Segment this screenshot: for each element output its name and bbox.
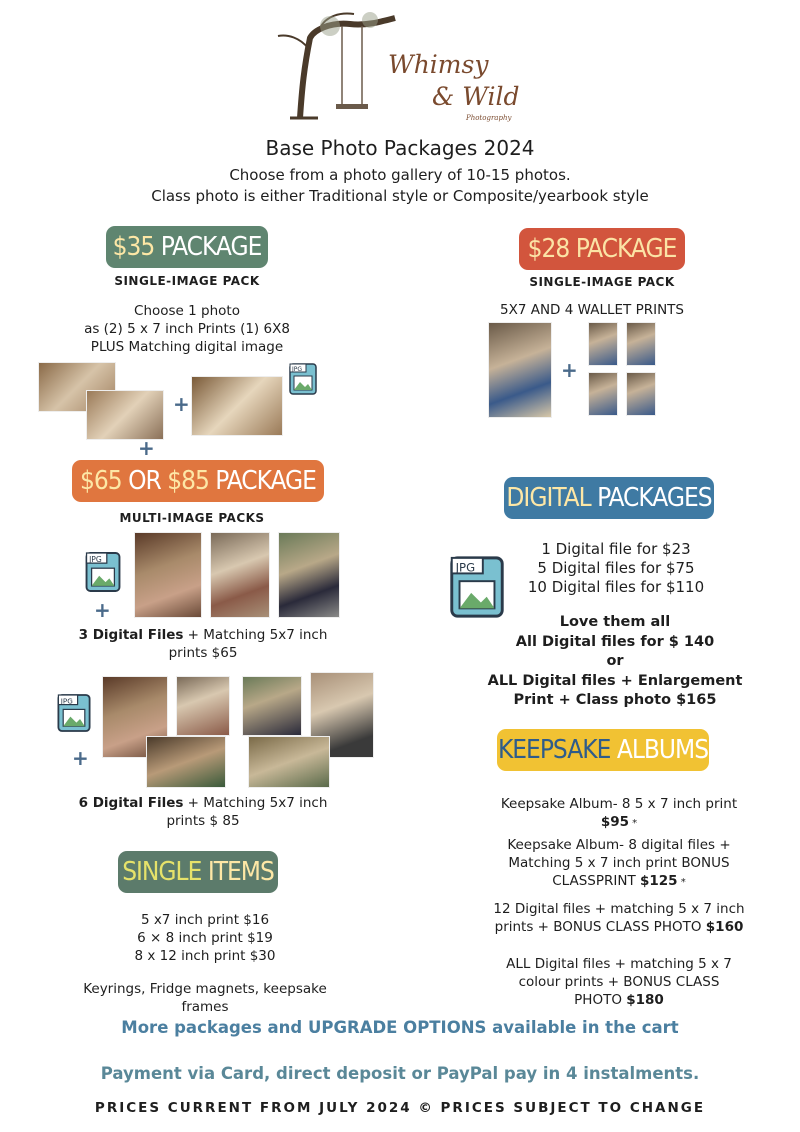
album-option-3 — [466, 900, 772, 936]
digital-price-1: 1 Digital file for $23 — [541, 540, 691, 558]
badge-albums-word: ALBUMS — [616, 735, 709, 765]
single-item-5x7: 5 x7 inch print $16 — [140, 912, 270, 928]
album3-line1: 12 Digital files + matching 5 x 7 inch — [493, 901, 745, 917]
photo-child-print-2 — [86, 390, 164, 440]
opt1-rest: + Matching 5x7 inch — [183, 627, 328, 643]
footer-prices-notice: PRICES CURRENT FROM JULY 2024 © PRICES SUBJECT TO CHANGE — [94, 1100, 706, 1116]
pkg35-desc-line1: Choose 1 photo — [134, 303, 240, 319]
love-them-all — [470, 613, 760, 711]
opt1-bold: 3 Digital Files — [78, 627, 184, 643]
photo-28-5x7 — [488, 322, 552, 418]
jpg-label: JPG — [292, 366, 303, 373]
pkg28-description: 5X7 AND 4 WALLET PRINTS — [500, 302, 684, 318]
plus-icon: + — [94, 598, 111, 622]
badge-single-items — [118, 851, 278, 893]
photo-multi-3 — [278, 532, 340, 618]
photo-child-digital — [191, 376, 283, 436]
badge-keepsake-word: KEEPSAKE — [497, 735, 611, 765]
album4-line3: PHOTO — [574, 992, 627, 1008]
photo-multi6-4 — [242, 676, 302, 736]
badge-65-price: $65 — [80, 466, 122, 496]
jpg-file-icon — [56, 692, 92, 734]
single-item-8x12: 8 x 12 inch print $30 — [134, 948, 276, 964]
badge-digital-packages — [504, 477, 714, 519]
album2-line3: CLASSPRINT — [552, 873, 640, 889]
love-line4: ALL Digital files + Enlargement — [487, 672, 743, 689]
badge-digital-word: DIGITAL — [506, 483, 591, 513]
photo-multi6-2 — [176, 676, 230, 736]
jpg-label: JPG — [455, 560, 476, 575]
subtitle-gallery: Choose from a photo gallery of 10-15 photos. — [229, 166, 571, 184]
badge-85-price: $85 — [167, 466, 209, 496]
badge-28-package — [519, 228, 685, 270]
subtitle-class-photo: Class photo is either Traditional style or Composite/yearbook style — [151, 187, 649, 205]
pkg28-label: SINGLE-IMAGE PACK — [529, 275, 675, 289]
album1-star: * — [629, 818, 638, 829]
album-option-1 — [466, 795, 772, 833]
logo-text-whimsy: Whimsy — [388, 50, 489, 79]
single-items-list — [60, 911, 350, 965]
logo — [270, 8, 530, 126]
jpg-file-icon — [447, 554, 507, 620]
digital-price-10: 10 Digital files for $110 — [527, 578, 705, 596]
badge-28-price: $28 — [527, 234, 570, 264]
jpg-label: JPG — [89, 554, 102, 564]
badge-keepsake-albums — [497, 729, 709, 771]
plus-icon: + — [173, 392, 190, 416]
badge-35-word: PACKAGE — [160, 232, 262, 262]
badge-single-word: SINGLE — [122, 857, 202, 887]
pkg35-desc-line2: as (2) 5 x 7 inch Prints (1) 6X8 — [84, 321, 290, 337]
album2-line1: Keepsake Album- 8 digital files + — [507, 837, 731, 853]
tree-swing-icon — [270, 8, 400, 126]
pkg35-label: SINGLE-IMAGE PACK — [114, 274, 260, 288]
badge-items-word: ITEMS — [207, 857, 274, 887]
digital-price-list — [508, 540, 724, 597]
badge-65-word: PACKAGE — [215, 466, 316, 496]
badge-28-word: PACKAGE — [575, 234, 677, 264]
album2-price: $125 — [640, 873, 678, 889]
pkg35-description — [40, 302, 334, 356]
extras-line2: frames — [181, 999, 229, 1015]
opt1-line2: prints $65 — [168, 645, 238, 661]
extras-line1: Keyrings, Fridge magnets, keepsake — [83, 981, 327, 997]
album1-line1: Keepsake Album- 8 5 x 7 inch print — [500, 796, 738, 812]
photo-wallet-1 — [588, 322, 618, 366]
pkg65-option1 — [40, 626, 366, 662]
jpg-file-icon — [84, 550, 122, 594]
pkg65-option2 — [40, 794, 366, 830]
opt2-line2: prints $ 85 — [166, 813, 240, 829]
love-line1: Love them all — [559, 614, 671, 630]
badge-35-package — [106, 226, 268, 268]
plus-icon: + — [561, 358, 578, 382]
badge-or: OR — [128, 466, 161, 496]
digital-price-5: 5 Digital files for $75 — [537, 559, 695, 577]
photo-wallet-2 — [626, 322, 656, 366]
album1-price: $95 — [600, 814, 629, 830]
album-option-2 — [466, 836, 772, 892]
jpg-label: JPG — [60, 696, 73, 706]
photo-multi-2 — [210, 532, 270, 618]
album2-line2: Matching 5 x 7 inch print BONUS — [508, 855, 730, 871]
badge-65-85-package — [72, 460, 324, 502]
photo-wallet-3 — [588, 372, 618, 416]
jpg-file-icon — [288, 362, 318, 396]
footer-payment: Payment via Card, direct deposit or PayPal pay in 4 instalments. — [100, 1064, 700, 1083]
photo-multi6-6 — [248, 736, 330, 788]
badge-35-price: $35 — [112, 232, 155, 262]
single-items-extras — [50, 980, 360, 1016]
photo-multi-1 — [134, 532, 202, 618]
album4-price: $180 — [626, 992, 664, 1008]
album4-line2: colour prints + BONUS CLASS — [518, 974, 720, 990]
pkg35-desc-line3: PLUS Matching digital image — [90, 339, 284, 355]
love-line5: Print + Class photo $165 — [513, 692, 717, 708]
album-option-4 — [466, 955, 772, 1009]
photo-wallet-4 — [626, 372, 656, 416]
plus-icon: + — [138, 436, 155, 460]
album3-price: $160 — [705, 919, 744, 935]
love-line3: or — [606, 653, 624, 669]
page-title: Base Photo Packages 2024 — [265, 136, 535, 160]
plus-icon: + — [72, 746, 89, 770]
love-line2: All Digital files for $ 140 — [515, 633, 715, 650]
single-item-6x8: 6 × 8 inch print $19 — [137, 930, 273, 946]
opt2-bold: 6 Digital Files — [78, 795, 184, 811]
badge-packages-word: PACKAGES — [597, 483, 712, 513]
opt2-rest: + Matching 5x7 inch — [183, 795, 328, 811]
album3-line2: prints + BONUS CLASS PHOTO — [494, 919, 706, 935]
album2-star: * — [677, 877, 686, 888]
logo-text-photography: Photography — [466, 114, 512, 122]
logo-text-wild: & Wild — [432, 82, 520, 111]
album4-line1: ALL Digital files + matching 5 x 7 — [506, 956, 732, 972]
pkg65-label: MULTI-IMAGE PACKS — [119, 511, 265, 525]
photo-multi6-3 — [146, 736, 226, 788]
footer-upgrade-options: More packages and UPGRADE OPTIONS available in the cart — [121, 1018, 679, 1037]
